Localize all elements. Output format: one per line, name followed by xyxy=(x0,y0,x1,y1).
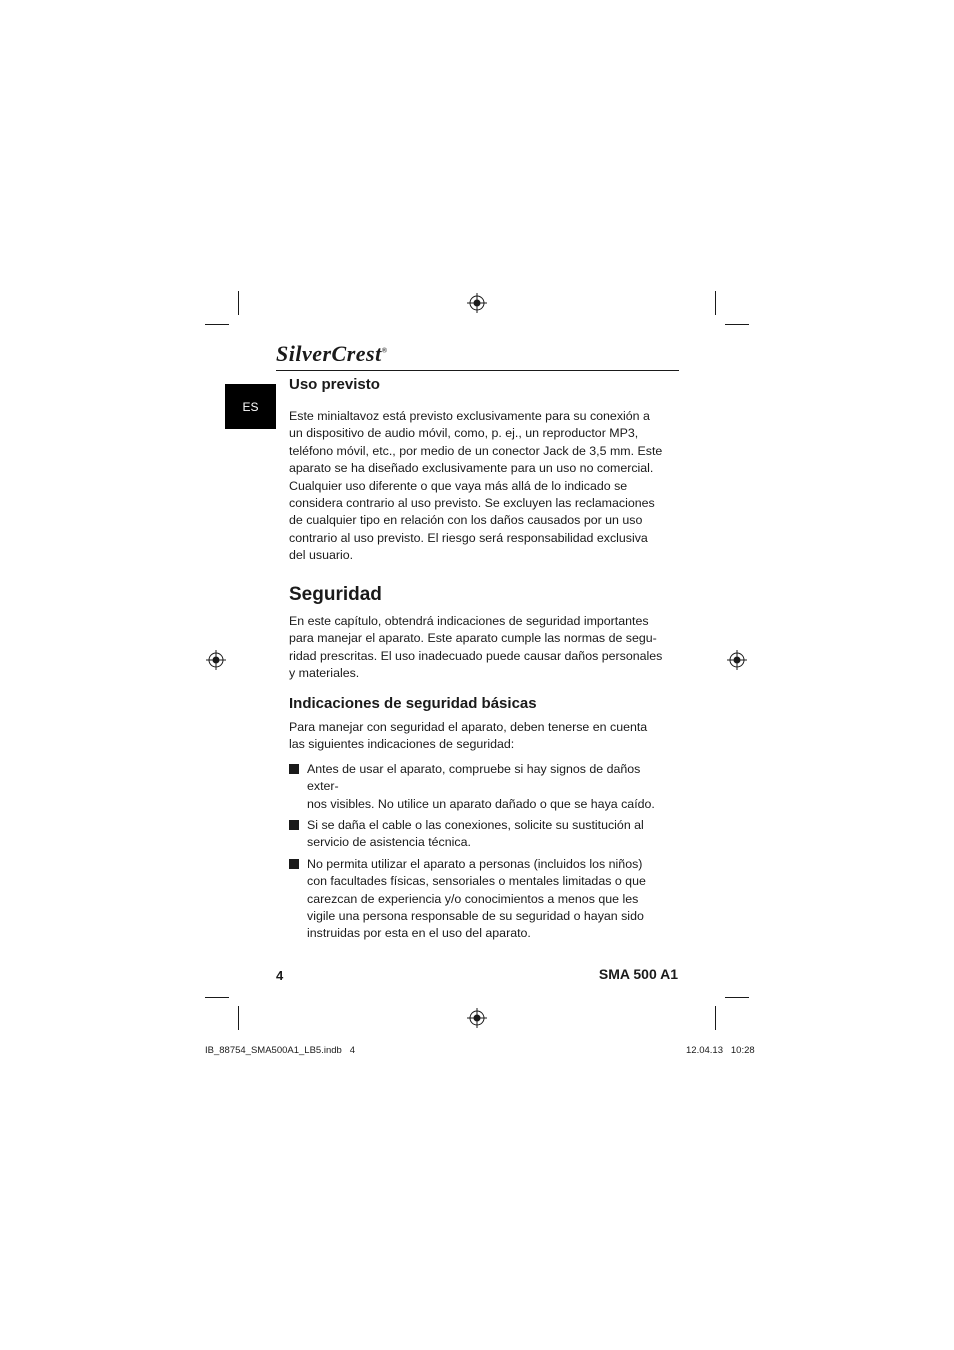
bullet-square-icon xyxy=(289,820,299,830)
section-intended-use xyxy=(289,376,669,565)
section-safety xyxy=(289,583,669,683)
registration-mark-icon xyxy=(467,1008,487,1028)
crop-mark xyxy=(238,291,239,315)
list-item: No permita utilizar el aparato a personas (incluidos los niños) con facultades físicas, sensoriales o mentales limitadas o que carezcan de experiencia y/o conocimientos a menos que les vigile una persona responsable de su seguridad o hayan sido instruidas por esta en el uso del aparato. xyxy=(289,856,669,943)
section-heading: Indicaciones de seguridad básicas xyxy=(289,695,537,712)
crop-mark xyxy=(715,291,716,315)
page-title: Seguridad xyxy=(289,584,382,605)
bullet-list xyxy=(289,761,669,943)
crop-mark xyxy=(238,1006,239,1030)
header-rule xyxy=(276,370,679,371)
paragraph: Para manejar con seguridad el aparato, deben tenerse en cuenta las siguientes indicaciones de seguridad: xyxy=(289,720,648,752)
brand-logo: SilverCrest® xyxy=(276,341,388,366)
crop-mark xyxy=(725,324,749,325)
registration-mark-icon xyxy=(727,650,747,670)
model-name: SMA 500 A1 xyxy=(598,966,678,982)
page-number: 4 xyxy=(276,968,284,983)
list-item: Si se daña el cable o las conexiones, solicite su sustitución al servicio de asistencia técnica. xyxy=(289,817,669,852)
crop-mark xyxy=(725,997,749,998)
section-basic-safety xyxy=(289,695,669,947)
paragraph: En este capítulo, obtendrá indicaciones de seguridad importantes para manejar el aparato. Este aparato cumple las normas de segu- ridad prescritas. El uso inadecuado puede causar daños personales y materiales. xyxy=(289,614,663,681)
crop-mark xyxy=(205,324,229,325)
crop-mark xyxy=(205,997,229,998)
paragraph: Este minialtavoz está previsto exclusivamente para su conexión a un dispositivo de audio móvil, como, p. ej., un reproductor MP3, teléfono móvil, etc., por medio de un conector Jack de 3,5 mm. Este aparato se ha diseñado exclusivamente para un uso no comercial. Cualquier uso diferente o que vaya más allá de lo indicado se considera contrario al uso previsto. Se excluyen las reclamaciones de cualquier tipo en relación con los daños causados por un uso contrario al uso previsto. El riesgo será responsabilidad exclusiva del usuario. xyxy=(289,409,663,563)
language-tab: ES xyxy=(225,384,276,429)
slug-filename: IB_88754_SMA500A1_LB5.indb 4 xyxy=(205,1045,356,1056)
bullet-square-icon xyxy=(289,859,299,869)
slug-datetime: 12.04.13 10:28 xyxy=(686,1045,755,1056)
registration-mark-icon xyxy=(206,650,226,670)
bullet-square-icon xyxy=(289,764,299,774)
registration-mark-icon xyxy=(467,293,487,313)
list-item: Antes de usar el aparato, compruebe si hay signos de daños exter- nos visibles. No utilice un aparato dañado o que se haya caído. xyxy=(289,761,669,813)
section-heading: Uso previsto xyxy=(289,376,380,393)
crop-mark xyxy=(715,1006,716,1030)
